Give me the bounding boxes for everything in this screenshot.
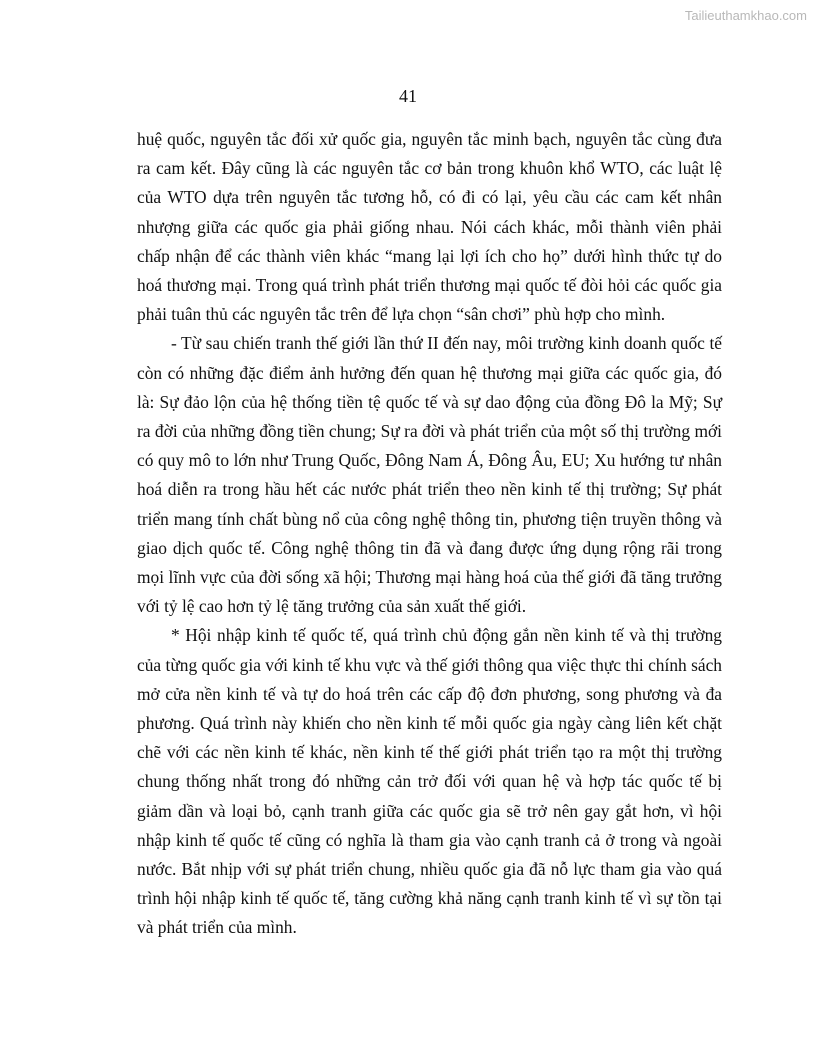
paragraph-business-environment: - Từ sau chiến tranh thế giới lần thứ II đến nay, môi trường kinh doanh quốc tế còn có những đặc điểm ảnh hưởng đến quan hệ thương mại giữa các quốc gia, đó là: Sự đảo lộn của hệ thống tiền tệ quốc tế và sự dao động của đồng Đô la Mỹ; Sự ra đời của những đồng tiền chung; Sự ra đời và phát triển của một số thị trường mới có quy mô to lớn như Trung Quốc, Đông Nam Á, Đông Âu, EU; Xu hướng tư nhân hoá diễn ra trong hầu hết các nước phát triển theo nền kinh tế thị trường; Sự phát triển mang tính chất bùng nổ của công nghệ thông tin, phương tiện truyền thông và giao dịch quốc tế. Công nghệ thông tin đã và đang được ứng dụng rộng rãi trong mọi lĩnh vực của đời sống xã hội; Thương mại hàng hoá của thế giới đã tăng trưởng với tỷ lệ cao hơn tỷ lệ tăng trưởng của sản xuất thế giới. [137, 333, 722, 617]
document-body [137, 125, 722, 943]
watermark-text: Tailieuthamkhao.com [684, 8, 807, 23]
page-number: 41 [399, 86, 417, 106]
paragraph-economic-integration: * Hội nhập kinh tế quốc tế, quá trình chủ động gắn nền kinh tế và thị trường của từng quốc gia với kinh tế khu vực và thế giới thông qua việc thực thi chính sách mở cửa nền kinh tế và tự do hoá trên các cấp độ đơn phương, song phương và đa phương. Quá trình này khiến cho nền kinh tế mỗi quốc gia ngày càng liên kết chặt chẽ với các nền kinh tế khác, nền kinh tế thế giới phát triển tạo ra một thị trường chung thống nhất trong đó những cản trở đối với quan hệ và hợp tác quốc tế bị giảm dần và loại bỏ, cạnh tranh giữa các quốc gia sẽ trở nên gay gắt hơn, vì hội nhập kinh tế quốc tế cũng có nghĩa là tham gia vào cạnh tranh cả ở trong và ngoài nước. Bắt nhịp với sự phát triển chung, nhiều quốc gia đã nỗ lực tham gia vào quá trình hội nhập kinh tế quốc tế, tăng cường khả năng cạnh tranh kinh tế vì sự tồn tại và phát triển của mình. [137, 625, 722, 938]
paragraph-continuation: huệ quốc, nguyên tắc đối xử quốc gia, nguyên tắc minh bạch, nguyên tắc cùng đưa ra cam kết. Đây cũng là các nguyên tắc cơ bản trong khuôn khổ WTO, các luật lệ của WTO dựa trên nguyên tắc tương hỗ, có đi có lại, yêu cầu các cam kết nhân nhượng giữa các quốc gia phải giống nhau. Nói cách khác, mỗi thành viên phải chấp nhận để các thành viên khác “mang lại lợi ích cho họ” dưới hình thức tự do hoá thương mại. Trong quá trình phát triển thương mại quốc tế đòi hỏi các quốc gia phải tuân thủ các nguyên tắc trên để lựa chọn “sân chơi” phù hợp cho mình. [137, 129, 722, 325]
